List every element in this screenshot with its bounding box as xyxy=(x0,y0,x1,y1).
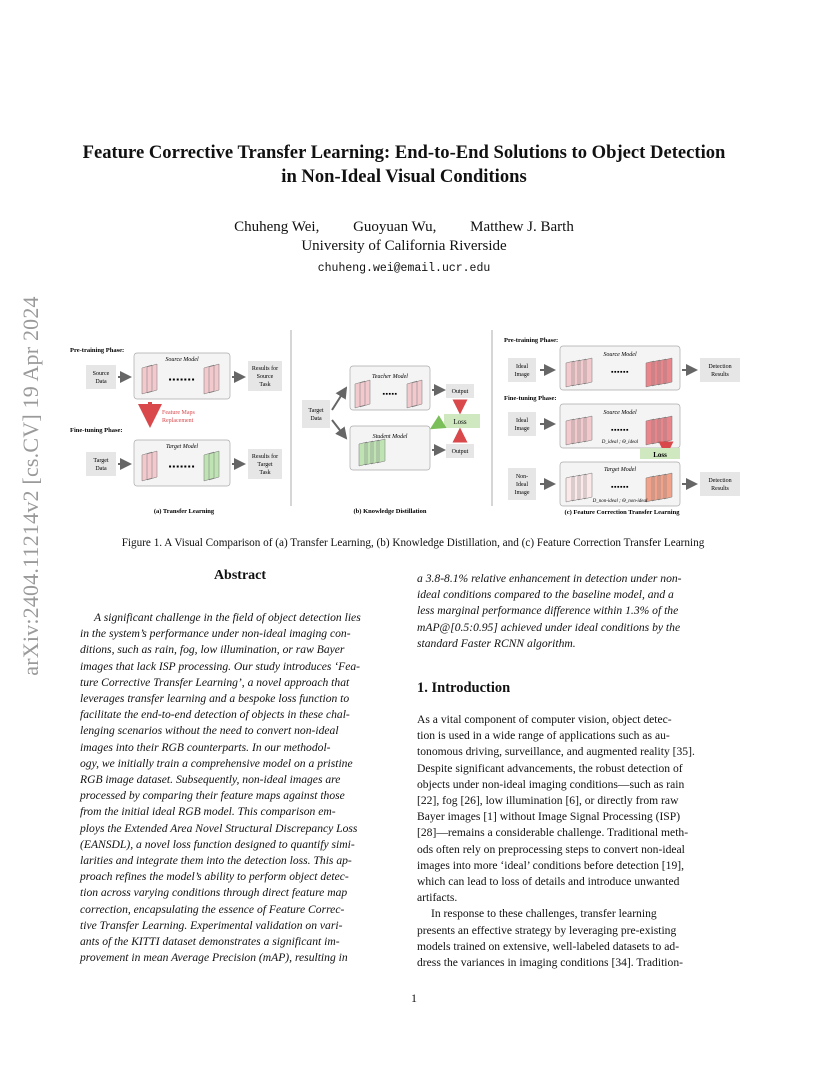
abstract-line: larities and integrate them into the detection loss. This ap- xyxy=(80,854,352,868)
abstract-line: ants of the KITTI dataset demonstrates a significant im- xyxy=(80,935,340,949)
abstract-line: tion across varying conditions through direct feature map xyxy=(80,886,348,900)
intro-line: which can lead to loss of details and introduce unwanted xyxy=(417,875,680,889)
a-phase1-label: Pre-training Phase: xyxy=(70,347,125,354)
a-results-source-l2: Source xyxy=(256,374,274,380)
intro-line: artifacts. xyxy=(417,891,458,905)
a-target-data-box xyxy=(86,452,116,476)
intro-line: Bayer images [1] without Image Signal Processing (ISP) xyxy=(417,810,681,824)
author-list xyxy=(80,219,728,236)
arxiv-side-label: arXiv:2404.11214v2 [cs.CV] 19 Apr 2024 xyxy=(18,296,43,676)
b-target-data-l2: Data xyxy=(310,416,322,422)
svg-text:▪▪▪▪▪▪: ▪▪▪▪▪▪ xyxy=(611,483,629,491)
b-caption: (b) Knowledge Distillation xyxy=(353,508,427,515)
abstract-line: leverages transfer learning and a bespoke loss function to xyxy=(80,692,350,706)
c-detection-results-l1: Detection xyxy=(708,364,732,370)
abstract-line: facilitate the end-to-end detection of objects in these chal- xyxy=(80,708,350,722)
intro-line: ods often rely on preprocessing steps to convert non-ideal xyxy=(417,842,685,856)
abstract-line: (EANSDL), a novel loss function designed to quantify simi- xyxy=(80,837,355,851)
c-source-model-label: Source Model xyxy=(603,352,637,358)
a-results-target-l1: Results for xyxy=(251,454,279,460)
a-target-data-l1: Target xyxy=(93,458,109,464)
abstract-line: ditions, such as rain, fog, low illumination, or raw Bayer xyxy=(80,643,345,657)
abstract-line: ogy, we initially train a comprehensive model on a pristine xyxy=(80,756,353,770)
a-results-target-l2: Target xyxy=(257,462,273,468)
c-detection-results-box xyxy=(700,358,740,382)
abstract-line: proach refines the model’s ability to perform object detec- xyxy=(80,870,349,884)
abstract-line: lenging scenarios without the need to convert non-ideal xyxy=(80,724,339,738)
affiliation: University of California Riverside xyxy=(301,238,507,254)
svg-text:▪▪▪▪▪: ▪▪▪▪▪ xyxy=(382,390,398,398)
intro-body xyxy=(417,712,738,971)
c-phase1-label: Pre-training Phase: xyxy=(504,337,559,344)
abstract-line: in the system’s performance under non-ideal imaging con- xyxy=(80,627,351,641)
abstract-line: images that lack ISP processing. Our study introduces ‘Fea- xyxy=(80,659,361,673)
abstract-line: processed by comparing their feature maps against those xyxy=(80,789,345,803)
intro-line: models trained on extensive, well-labeled datasets to ad- xyxy=(417,939,680,953)
c-ideal-image2-l2: Image xyxy=(514,426,530,432)
c-detection-results-l2: Results xyxy=(711,372,729,378)
c-ideal-image2-l1: Ideal xyxy=(516,418,528,424)
a-replacement-l2: Replacement xyxy=(162,418,194,424)
abstract-line: from the initial ideal RGB model. This comparison em- xyxy=(80,805,336,819)
a-source-data-box xyxy=(86,365,116,389)
c-d-nonideal-label: D_non-ideal ; Θ_non-ideal xyxy=(592,499,648,504)
b-target-data-box xyxy=(302,400,330,428)
abstract-line: correction, encapsulating the essence of Feature Correc- xyxy=(80,902,345,916)
svg-text:▪▪▪▪▪▪▪: ▪▪▪▪▪▪▪ xyxy=(168,375,196,384)
abstract-line: ture Corrective Transfer Learning’, a novel approach that xyxy=(80,675,350,689)
abstract-line: ploys the Extended Area Novel Structural Discrepancy Loss xyxy=(80,821,358,835)
b-output2-label: Output xyxy=(451,449,469,455)
b-loss-label: Loss xyxy=(453,418,467,426)
intro-line: tion is used in a wide range of applications such as au- xyxy=(417,729,670,743)
panel-a-transfer-learning xyxy=(70,347,282,515)
intro-heading: 1. Introduction xyxy=(417,680,511,696)
a-source-model-label: Source Model xyxy=(165,357,199,363)
figure-caption: Figure 1. A Visual Comparison of (a) Transfer Learning, (b) Knowledge Distillation, and (c) Feature Correction Transfer Learning xyxy=(121,537,705,549)
a-caption: (a) Transfer Learning xyxy=(153,508,215,515)
abstract-line: standard Faster RCNN algorithm. xyxy=(417,636,576,650)
author-1: Chuheng Wei, xyxy=(234,219,320,235)
svg-text:▪▪▪▪▪▪▪: ▪▪▪▪▪▪▪ xyxy=(168,462,196,471)
c-detection-results2-box xyxy=(700,472,740,496)
abstract-line: RGB image dataset. Subsequently, non-ideal images are xyxy=(80,773,341,787)
c-source-model2-label: Source Model xyxy=(603,410,637,416)
intro-line: images into more ‘ideal’ conditions before detection [19], xyxy=(417,858,684,872)
abstract-line: less marginal performance difference within 1.3% of the xyxy=(417,604,679,618)
c-ideal-image-l2: Image xyxy=(514,372,530,378)
paper-title: Feature Corrective Transfer Learning: End-to-End Solutions to Object Detection in Non-Ideal Visual Conditions xyxy=(82,142,726,187)
c-d-ideal-label: D_ideal ; Θ_ideal xyxy=(601,440,639,445)
c-ideal-image-l1: Ideal xyxy=(516,364,528,370)
abstract-line: tive Transfer Learning. Experimental validation on vari- xyxy=(80,918,343,932)
b-target-data-l1: Target xyxy=(308,408,324,414)
c-ideal-image-box xyxy=(508,358,536,382)
abstract-heading: Abstract xyxy=(213,568,267,583)
intro-line: [22], fog [26], low illumination [6], or directly from raw xyxy=(417,794,679,808)
c-ideal-image2-box xyxy=(508,412,536,436)
intro-line: presents an effective strategy by leveraging pre-existing xyxy=(417,923,677,937)
intro-line: objects under non-ideal imaging conditions—such as rain xyxy=(417,777,685,791)
author-3: Matthew J. Barth xyxy=(470,219,574,235)
svg-text:▪▪▪▪▪▪: ▪▪▪▪▪▪ xyxy=(611,426,629,434)
c-detection-results2-l2: Results xyxy=(711,486,729,492)
page-number: 1 xyxy=(411,991,417,1005)
abstract-body xyxy=(80,610,400,966)
c-phase2-label: Fine-tuning Phase: xyxy=(504,395,557,402)
abstract-continued xyxy=(417,571,738,652)
c-detection-results2-l1: Detection xyxy=(708,478,732,484)
a-target-data-l2: Data xyxy=(95,466,107,472)
a-results-source-l1: Results for xyxy=(251,366,279,372)
svg-text:▪▪▪▪▪▪: ▪▪▪▪▪▪ xyxy=(611,368,629,376)
a-results-target-l3: Task xyxy=(259,470,271,476)
b-teacher-model-label: Teacher Model xyxy=(372,374,408,380)
b-student-model-label: Student Model xyxy=(372,434,408,440)
a-target-model-label: Target Model xyxy=(165,444,199,450)
author-email: chuheng.wei@email.ucr.edu xyxy=(317,262,491,275)
panel-b-knowledge-distillation xyxy=(302,366,480,515)
intro-line: As a vital component of computer vision, object detec- xyxy=(417,713,672,726)
c-nonideal-image-l1: Non- xyxy=(515,474,529,480)
intro-line: [28]—remains a considerable challenge. Traditional meth- xyxy=(417,826,689,840)
panel-c-feature-correction xyxy=(504,337,740,516)
c-loss-label: Loss xyxy=(653,451,667,459)
c-target-model-label: Target Model xyxy=(603,467,637,473)
abstract-line: mAP@[0.5:0.95] achieved under ideal conditions by the xyxy=(417,620,681,634)
abstract-line: a 3.8-8.1% relative enhancement in detection under non- xyxy=(417,572,682,585)
intro-line: Despite significant advancements, the robust detection of xyxy=(417,761,683,775)
intro-line: tonomous driving, surveillance, and augmented reality [35]. xyxy=(417,745,695,759)
abstract-line: ideal conditions compared to the baseline model, and a xyxy=(417,588,674,602)
a-source-data-l2: Data xyxy=(95,379,107,385)
c-nonideal-image-l3: Image xyxy=(514,490,530,496)
abstract-line: A significant challenge in the field of object detection lies xyxy=(94,611,361,624)
c-nonideal-image-l2: Ideal xyxy=(516,482,528,488)
b-output1-label: Output xyxy=(451,389,469,395)
intro-line: dress the variances in imaging conditions [34]. Tradition- xyxy=(417,956,683,970)
abstract-line: images into their RGB counterparts. In our methodol- xyxy=(80,740,331,754)
a-replacement-l1: Feature Maps xyxy=(162,410,195,416)
a-phase2-label: Fine-tuning Phase: xyxy=(70,427,123,434)
intro-line: In response to these challenges, transfer learning xyxy=(431,907,657,921)
a-source-data-l1: Source xyxy=(92,371,110,377)
a-results-source-l3: Task xyxy=(259,382,271,388)
figure-1 xyxy=(66,326,764,522)
abstract-line: provement in mean Average Precision (mAP), resulting in xyxy=(80,951,348,965)
author-2: Guoyuan Wu, xyxy=(353,219,437,235)
c-caption: (c) Feature Correction Transfer Learning xyxy=(564,509,680,516)
